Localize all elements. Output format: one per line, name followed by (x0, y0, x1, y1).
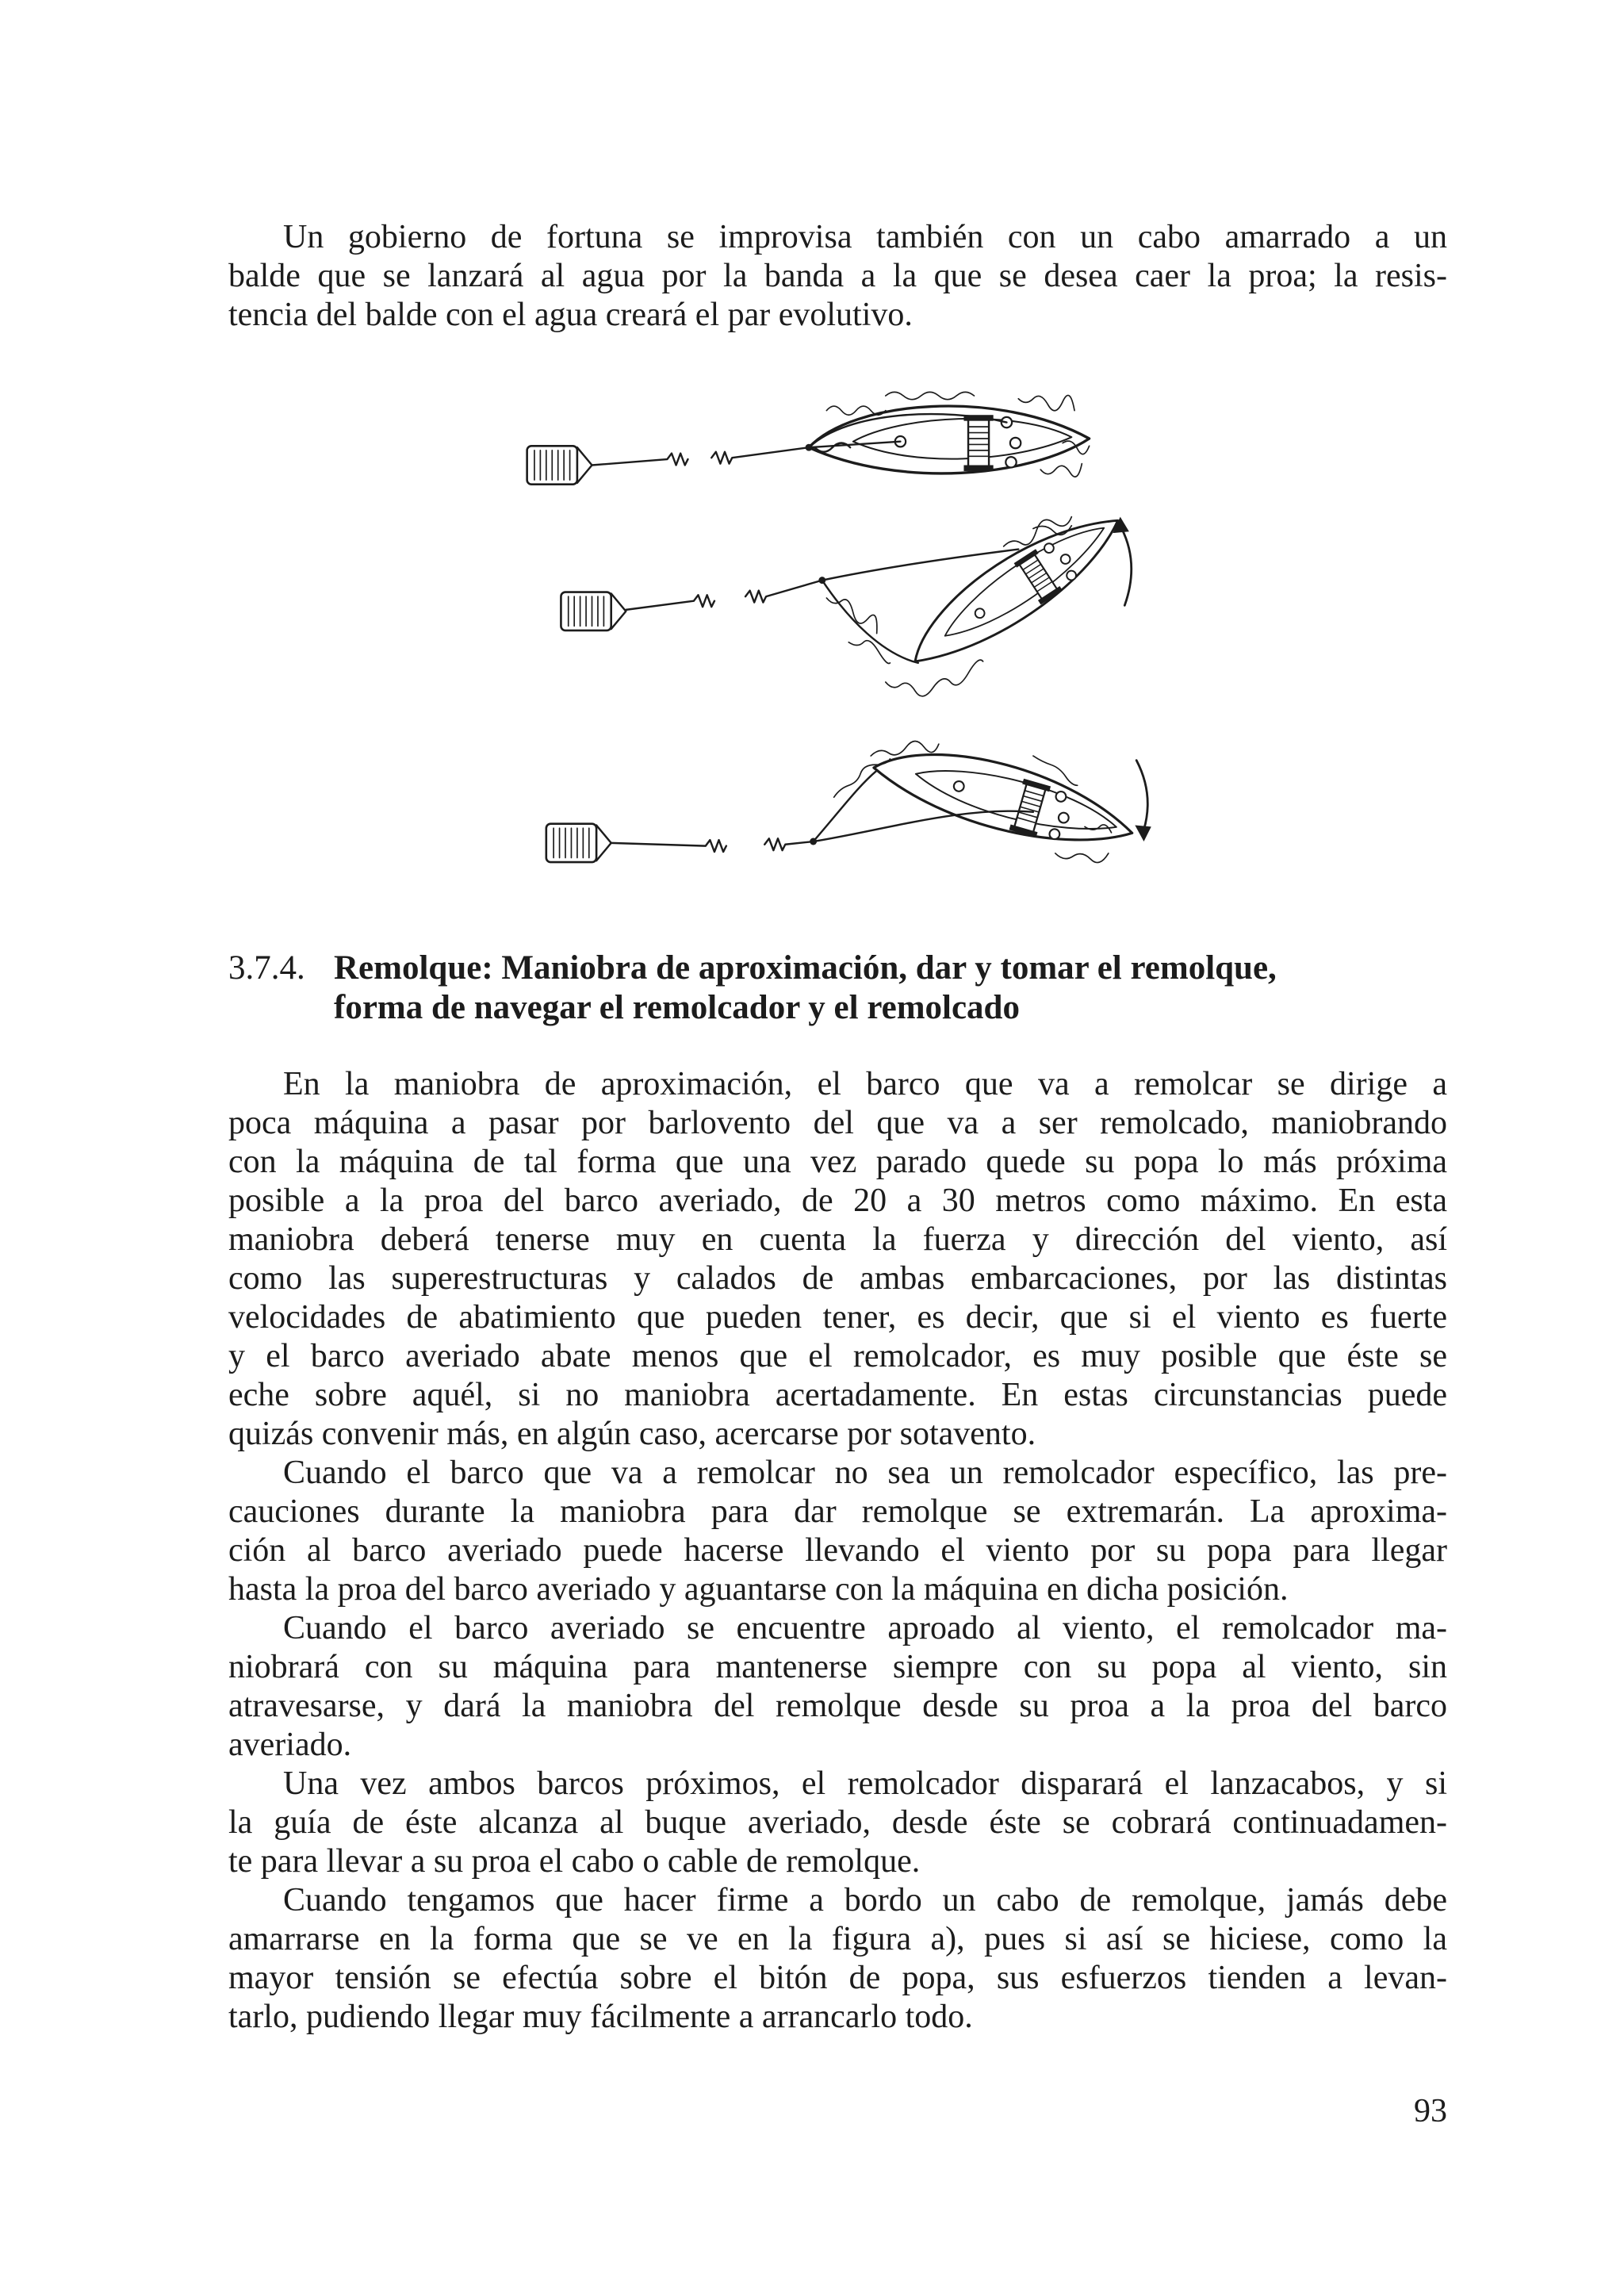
text-line: con la máquina de tal forma que una vez parado quede su popa lo más próxima (228, 1144, 1447, 1180)
text-line: balde que se lanzará al agua por la banda a la que se desea caer la proa; la resis- (228, 258, 1447, 294)
text-line: la guía de éste alcanza al buque averiado, desde éste se cobrará continuadamen- (228, 1804, 1447, 1841)
text-line: atravesarse, y dará la maniobra del remolque desde su proa a la proa del barco (228, 1688, 1447, 1724)
text-line: ción al barco averiado puede hacerse llevando el viento por su popa para llegar (228, 1532, 1447, 1569)
diagram-turning-up (561, 496, 1134, 696)
rotation-arrow-up (1122, 529, 1132, 606)
water-waves (826, 392, 1089, 477)
bucket-steering-figure (502, 384, 1181, 886)
paragraph (228, 1881, 1447, 2037)
bucket-icon (527, 446, 592, 484)
text-line: posible a la proa del barco averiado, de 20 a 30 metros como máximo. En esta (228, 1182, 1447, 1219)
water-waves (834, 741, 1112, 862)
section-title-line: Remolque: Maniobra de aproximación, dar y tomar el remolque, (334, 949, 1277, 987)
text-line: En la maniobra de aproximación, el barco que va a remolcar se dirige a (283, 1066, 1447, 1102)
tow-point (806, 444, 813, 451)
text-line: mayor tensión se efectúa sobre el bitón de popa, sus esfuerzos tienden a levan- (228, 1960, 1447, 1996)
text-line: Cuando tengamos que hacer firme a bordo un cabo de remolque, jamás debe (283, 1882, 1447, 1918)
section-title-line: forma de navegar el remolcador y el remolcado (334, 989, 1020, 1026)
tow-point (810, 838, 817, 845)
tow-line (592, 447, 810, 465)
text-line: y el barco averiado abate menos que el remolcador, es muy posible que éste se (228, 1338, 1447, 1374)
text-line: te para llevar a su proa el cabo o cable de remolque. (228, 1843, 921, 1880)
bucket-icon (561, 592, 626, 631)
rotation-arrow-down (1136, 761, 1147, 830)
text-line: cauciones durante la maniobra para dar remolque se extremarán. La aproxima- (228, 1493, 1447, 1530)
section-body (228, 1065, 1447, 2037)
paragraph (228, 1454, 1447, 1609)
text-line: como las superestructuras y calados de ambas embarcaciones, por las distintas (228, 1260, 1447, 1297)
text-line: averiado. (228, 1727, 352, 1763)
text-line: amarrarse en la forma que se ve en la figura a), pues si así se hiciese, como la (228, 1921, 1447, 1957)
arrowhead-icon (1135, 826, 1151, 841)
text-line: Una vez ambos barcos próximos, el remolcador disparará el lanzacabos, y si (283, 1765, 1447, 1802)
text-line: niobrará con su máquina para mantenerse siempre con su popa al viento, sin (228, 1649, 1447, 1685)
text-line: Cuando el barco averiado se encuentre aproado al viento, el remolcador ma- (283, 1610, 1447, 1646)
boat-icon (895, 496, 1135, 680)
section-title (334, 949, 1447, 1028)
tow-line (626, 581, 822, 610)
paragraph (228, 1765, 1447, 1881)
text-line: eche sobre aquél, si no maniobra acertadamente. En estas circunstancias puede (228, 1377, 1447, 1413)
paragraph (228, 1065, 1447, 1454)
tow-point (818, 577, 825, 584)
text-line: tencia del balde con el agua creará el par evolutivo. (228, 297, 913, 333)
page-number: 93 (1414, 2093, 1447, 2129)
diagram-straight (527, 392, 1090, 484)
bucket-icon (546, 824, 611, 862)
text-line: poca máquina a pasar por barlovento del que va a ser remolcado, maniobrando (228, 1105, 1447, 1141)
text-line: hasta la proa del barco averiado y aguantarse con la máquina en dicha posición. (228, 1571, 1289, 1608)
text-line: Un gobierno de fortuna se improvisa también con un cabo amarrado a un (283, 219, 1447, 255)
text-line: maniobra deberá tenerse muy en cuenta la fuerza y dirección del viento, así (228, 1221, 1447, 1258)
tow-line (611, 838, 814, 852)
boat-icon (809, 406, 1090, 473)
section-number: 3.7.4. (228, 949, 305, 987)
paragraph (228, 1609, 1447, 1765)
intro-paragraph (228, 218, 1447, 335)
bridle-rope (814, 771, 1033, 841)
paragraph (228, 218, 1447, 335)
text-line: Cuando el barco que va a remolcar no sea un remolcador específico, las pre- (283, 1455, 1447, 1491)
boat-icon (867, 730, 1140, 864)
text-line: velocidades de abatimiento que pueden tener, es decir, que si el viento es fuerte (228, 1299, 1447, 1336)
text-line: quizás convenir más, en algún caso, acercarse por sotavento. (228, 1416, 1036, 1452)
text-line: tarlo, pudiendo llegar muy fácilmente a arrancarlo todo. (228, 1999, 973, 2035)
diagram-turning-down (546, 730, 1151, 864)
